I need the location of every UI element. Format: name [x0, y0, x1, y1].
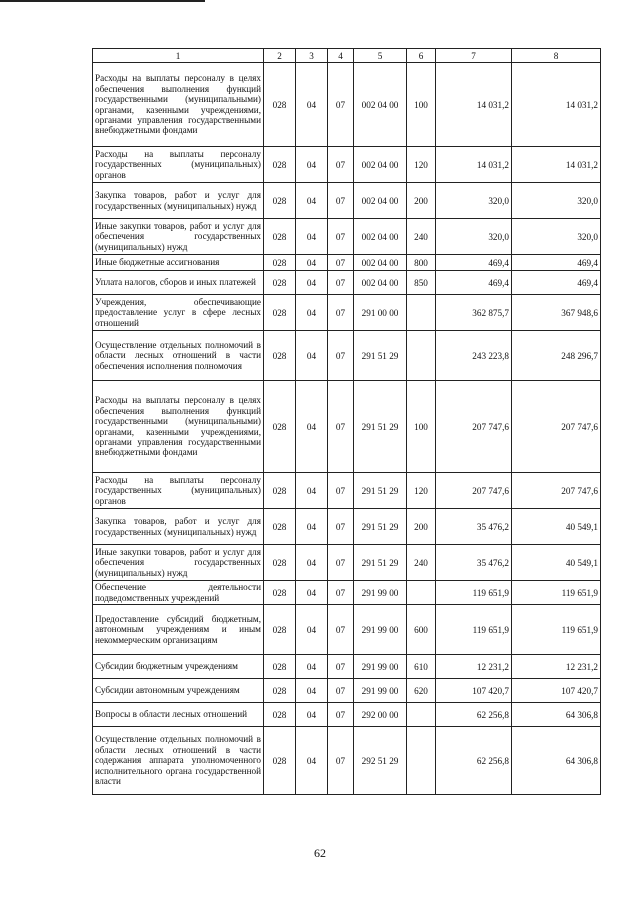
- cell-rz: 04: [296, 655, 328, 679]
- cell-rz: 04: [296, 545, 328, 581]
- cell-gr: 028: [264, 655, 296, 679]
- row-description: Расходы на выплаты персоналу в целях обеспечения выполнения функций государственными (муниципальными) органами, казенными учреждениями, органами управления государственными внебюджетными фондами: [93, 381, 264, 473]
- row-description: Осуществление отдельных полномочий в области лесных отношений в части содержания аппарата уполномоченного исполнительного органа государственной власти: [93, 727, 264, 795]
- cell-csr: 291 99 00: [354, 581, 407, 605]
- cell-rz: 04: [296, 473, 328, 509]
- row-description: Уплата налогов, сборов и иных платежей: [93, 271, 264, 295]
- cell-vr: [407, 727, 436, 795]
- cell-y2: 207 747,6: [512, 381, 601, 473]
- cell-csr: 002 04 00: [354, 147, 407, 183]
- cell-vr: 610: [407, 655, 436, 679]
- cell-vr: 120: [407, 147, 436, 183]
- row-description: Иные бюджетные ассигнования: [93, 255, 264, 271]
- column-header: 6: [407, 49, 436, 63]
- cell-csr: 002 04 00: [354, 271, 407, 295]
- cell-gr: 028: [264, 605, 296, 655]
- cell-csr: 002 04 00: [354, 219, 407, 255]
- cell-rz: 04: [296, 581, 328, 605]
- table-row: [93, 271, 601, 295]
- cell-gr: 028: [264, 183, 296, 219]
- cell-csr: 291 99 00: [354, 605, 407, 655]
- cell-csr: 291 51 29: [354, 381, 407, 473]
- cell-vr: 240: [407, 545, 436, 581]
- cell-rz: 04: [296, 63, 328, 147]
- column-header: 8: [512, 49, 601, 63]
- cell-rz: 04: [296, 295, 328, 331]
- cell-y1: 107 420,7: [436, 679, 512, 703]
- cell-y2: 40 549,1: [512, 509, 601, 545]
- cell-rz: 04: [296, 679, 328, 703]
- cell-y1: 35 476,2: [436, 545, 512, 581]
- budget-table: [92, 48, 601, 795]
- cell-csr: 291 51 29: [354, 473, 407, 509]
- cell-pr: 07: [328, 219, 354, 255]
- cell-csr: 291 51 29: [354, 545, 407, 581]
- cell-pr: 07: [328, 727, 354, 795]
- cell-pr: 07: [328, 255, 354, 271]
- cell-pr: 07: [328, 509, 354, 545]
- cell-csr: 291 51 29: [354, 331, 407, 381]
- cell-rz: 04: [296, 147, 328, 183]
- cell-vr: 100: [407, 381, 436, 473]
- cell-pr: 07: [328, 605, 354, 655]
- table-row: [93, 473, 601, 509]
- top-rule: [0, 0, 205, 2]
- cell-csr: 292 00 00: [354, 703, 407, 727]
- cell-gr: 028: [264, 727, 296, 795]
- cell-csr: 291 00 00: [354, 295, 407, 331]
- row-description: Субсидии бюджетным учреждениям: [93, 655, 264, 679]
- cell-gr: 028: [264, 147, 296, 183]
- header-row: [93, 49, 601, 63]
- row-description: Расходы на выплаты персоналу в целях обеспечения выполнения функций государственными (муниципальными) органами, казенными учреждениями, органами управления государственными внебюджетными фондами: [93, 63, 264, 147]
- row-description: Закупка товаров, работ и услуг для государственных (муниципальных) нужд: [93, 183, 264, 219]
- cell-csr: 291 99 00: [354, 679, 407, 703]
- table-row: [93, 545, 601, 581]
- cell-vr: 240: [407, 219, 436, 255]
- cell-y2: 14 031,2: [512, 63, 601, 147]
- cell-pr: 07: [328, 147, 354, 183]
- cell-vr: 620: [407, 679, 436, 703]
- row-description: Учреждения, обеспечивающие предоставление услуг в сфере лесных отношений: [93, 295, 264, 331]
- cell-gr: 028: [264, 271, 296, 295]
- cell-vr: 200: [407, 183, 436, 219]
- cell-y1: 207 747,6: [436, 381, 512, 473]
- row-description: Закупка товаров, работ и услуг для государственных (муниципальных) нужд: [93, 509, 264, 545]
- column-header: 1: [93, 49, 264, 63]
- cell-csr: 002 04 00: [354, 255, 407, 271]
- cell-gr: 028: [264, 545, 296, 581]
- cell-rz: 04: [296, 509, 328, 545]
- cell-csr: 002 04 00: [354, 63, 407, 147]
- cell-y1: 14 031,2: [436, 147, 512, 183]
- cell-vr: [407, 581, 436, 605]
- cell-y1: 469,4: [436, 255, 512, 271]
- cell-gr: 028: [264, 679, 296, 703]
- cell-rz: 04: [296, 331, 328, 381]
- row-description: Вопросы в области лесных отношений: [93, 703, 264, 727]
- cell-pr: 07: [328, 63, 354, 147]
- cell-y1: 14 031,2: [436, 63, 512, 147]
- table-row: [93, 331, 601, 381]
- cell-y2: 119 651,9: [512, 581, 601, 605]
- cell-y1: 320,0: [436, 219, 512, 255]
- cell-y2: 207 747,6: [512, 473, 601, 509]
- table-row: [93, 655, 601, 679]
- cell-gr: 028: [264, 219, 296, 255]
- cell-y1: 243 223,8: [436, 331, 512, 381]
- cell-gr: 028: [264, 295, 296, 331]
- column-header: 2: [264, 49, 296, 63]
- cell-pr: 07: [328, 703, 354, 727]
- table-row: [93, 381, 601, 473]
- cell-pr: 07: [328, 655, 354, 679]
- row-description: Субсидии автономным учреждениям: [93, 679, 264, 703]
- cell-pr: 07: [328, 581, 354, 605]
- cell-csr: 291 99 00: [354, 655, 407, 679]
- column-header: 4: [328, 49, 354, 63]
- cell-rz: 04: [296, 271, 328, 295]
- cell-y2: 367 948,6: [512, 295, 601, 331]
- row-description: Обеспечение деятельности подведомственных учреждений: [93, 581, 264, 605]
- cell-vr: 120: [407, 473, 436, 509]
- table-row: [93, 679, 601, 703]
- cell-csr: 292 51 29: [354, 727, 407, 795]
- cell-vr: 800: [407, 255, 436, 271]
- cell-csr: 002 04 00: [354, 183, 407, 219]
- row-description: Расходы на выплаты персоналу государственных (муниципальных) органов: [93, 473, 264, 509]
- cell-gr: 028: [264, 331, 296, 381]
- cell-rz: 04: [296, 183, 328, 219]
- cell-vr: 100: [407, 63, 436, 147]
- cell-pr: 07: [328, 381, 354, 473]
- cell-y1: 207 747,6: [436, 473, 512, 509]
- table-row: [93, 703, 601, 727]
- cell-vr: 200: [407, 509, 436, 545]
- cell-y1: 62 256,8: [436, 703, 512, 727]
- cell-y2: 469,4: [512, 271, 601, 295]
- cell-gr: 028: [264, 581, 296, 605]
- cell-pr: 07: [328, 183, 354, 219]
- table-row: [93, 581, 601, 605]
- column-header: 7: [436, 49, 512, 63]
- row-description: Расходы на выплаты персоналу государственных (муниципальных) органов: [93, 147, 264, 183]
- row-description: Предоставление субсидий бюджетным, автономным учреждениям и иным некоммерческим организациям: [93, 605, 264, 655]
- cell-y2: 248 296,7: [512, 331, 601, 381]
- cell-y1: 362 875,7: [436, 295, 512, 331]
- cell-vr: 850: [407, 271, 436, 295]
- cell-y2: 64 306,8: [512, 703, 601, 727]
- cell-y1: 62 256,8: [436, 727, 512, 795]
- row-description: Иные закупки товаров, работ и услуг для обеспечения государственных (муниципальных) нужд: [93, 219, 264, 255]
- table-row: [93, 255, 601, 271]
- table-row: [93, 509, 601, 545]
- cell-gr: 028: [264, 509, 296, 545]
- cell-pr: 07: [328, 271, 354, 295]
- table-row: [93, 63, 601, 147]
- cell-gr: 028: [264, 473, 296, 509]
- cell-y2: 12 231,2: [512, 655, 601, 679]
- cell-y2: 119 651,9: [512, 605, 601, 655]
- cell-pr: 07: [328, 473, 354, 509]
- cell-rz: 04: [296, 381, 328, 473]
- cell-vr: [407, 295, 436, 331]
- cell-rz: 04: [296, 605, 328, 655]
- cell-rz: 04: [296, 727, 328, 795]
- page-number: 62: [314, 846, 326, 860]
- table-row: [93, 147, 601, 183]
- cell-vr: 600: [407, 605, 436, 655]
- cell-y2: 320,0: [512, 219, 601, 255]
- table-row: [93, 219, 601, 255]
- cell-y2: 469,4: [512, 255, 601, 271]
- cell-y1: 35 476,2: [436, 509, 512, 545]
- cell-y1: 12 231,2: [436, 655, 512, 679]
- cell-y2: 107 420,7: [512, 679, 601, 703]
- row-description: Осуществление отдельных полномочий в области лесных отношений в части обеспечения исполнения полномочия: [93, 331, 264, 381]
- cell-y2: 320,0: [512, 183, 601, 219]
- table-row: [93, 727, 601, 795]
- cell-y1: 469,4: [436, 271, 512, 295]
- column-header: 3: [296, 49, 328, 63]
- cell-y2: 14 031,2: [512, 147, 601, 183]
- cell-pr: 07: [328, 295, 354, 331]
- cell-pr: 07: [328, 545, 354, 581]
- table-row: [93, 183, 601, 219]
- cell-y1: 320,0: [436, 183, 512, 219]
- cell-y2: 64 306,8: [512, 727, 601, 795]
- cell-y2: 40 549,1: [512, 545, 601, 581]
- cell-y1: 119 651,9: [436, 581, 512, 605]
- cell-rz: 04: [296, 703, 328, 727]
- row-description: Иные закупки товаров, работ и услуг для обеспечения государственных (муниципальных) нужд: [93, 545, 264, 581]
- cell-vr: [407, 331, 436, 381]
- table-row: [93, 605, 601, 655]
- cell-gr: 028: [264, 703, 296, 727]
- cell-pr: 07: [328, 331, 354, 381]
- table-row: [93, 295, 601, 331]
- cell-vr: [407, 703, 436, 727]
- cell-csr: 291 51 29: [354, 509, 407, 545]
- cell-y1: 119 651,9: [436, 605, 512, 655]
- column-header: 5: [354, 49, 407, 63]
- cell-pr: 07: [328, 679, 354, 703]
- cell-gr: 028: [264, 255, 296, 271]
- cell-rz: 04: [296, 219, 328, 255]
- cell-rz: 04: [296, 255, 328, 271]
- cell-gr: 028: [264, 381, 296, 473]
- cell-gr: 028: [264, 63, 296, 147]
